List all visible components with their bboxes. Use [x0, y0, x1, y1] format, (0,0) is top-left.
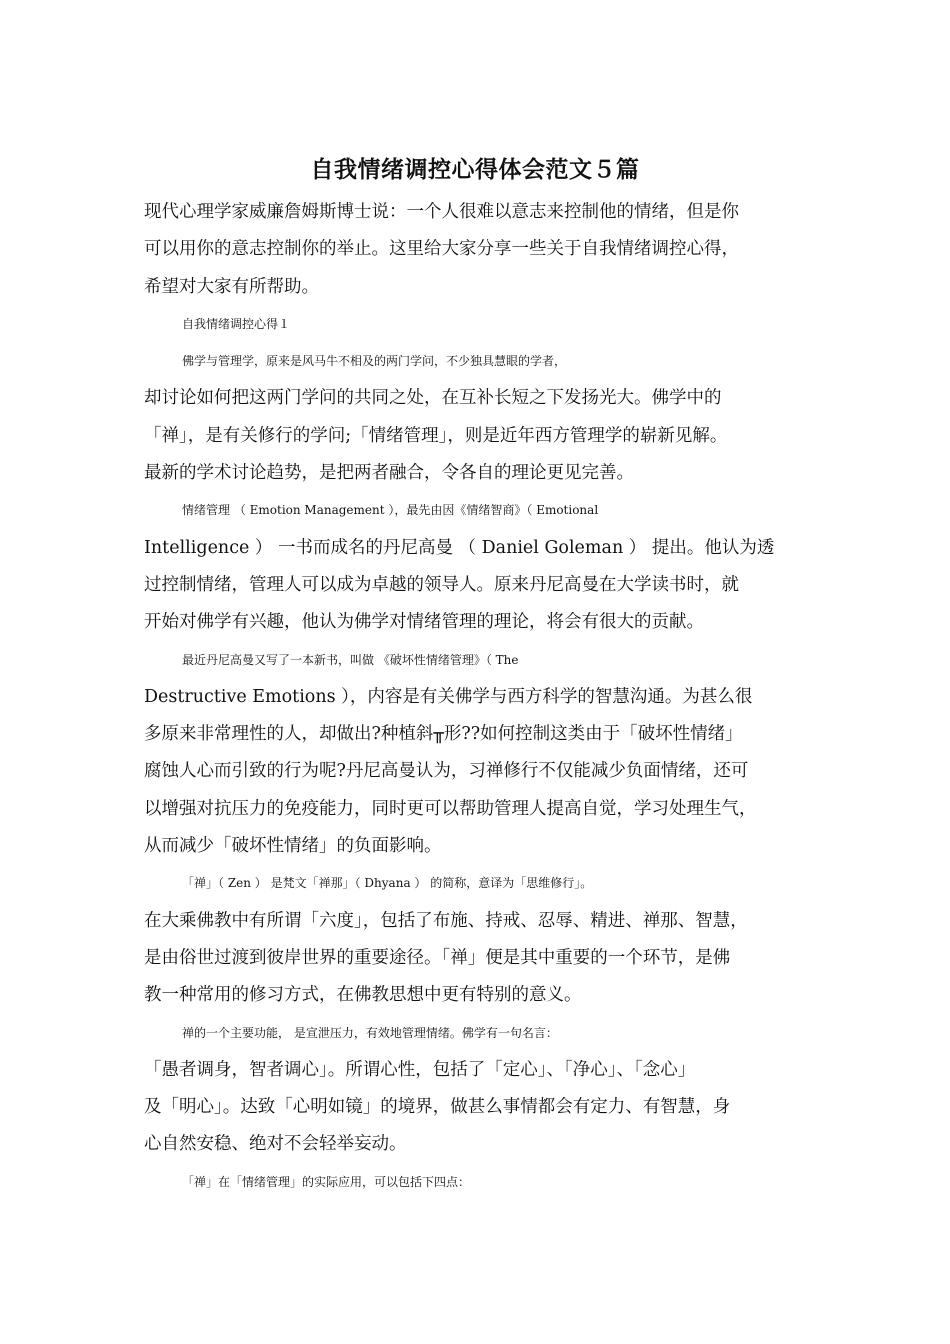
paragraph: [144, 492, 809, 641]
text-line: 在大乘佛教中有所谓「六度」，包括了布施、持戒、忍辱、精进、禅那、智慧，: [144, 910, 748, 931]
paragraph: [144, 642, 809, 866]
text-line: 心自然安稳、绝对不会轻举妄动。: [144, 1134, 407, 1155]
text-line: 禅的一个主要功能， 是宣泄压力，有效地管理情绪。佛学有一句名言：: [182, 1025, 558, 1040]
text-line: Destructive Emotions ），内容是有关佛学与西方科学的智慧沟通。为甚么很: [144, 686, 753, 707]
text-line: 腐蚀人心而引致的行为呢?丹尼高曼认为，习禅修行不仅能减少负面情绪，还可: [144, 761, 749, 782]
paragraph: [144, 865, 809, 1014]
text-line: 「禅」（ Zen ） 是梵文「禅那」（ Dhyana ） 的简称，意译为「思维修行」。: [182, 876, 593, 891]
text-line: 希望对大家有所帮助。: [144, 276, 319, 297]
text-line: 是由俗世过渡到彼岸世界的重要途径。「禅」便是其中重要的一个环节，是佛: [144, 947, 731, 968]
text-line: 开始对佛学有兴趣，他认为佛学对情绪管理的理论，将会有很大的贡献。: [144, 612, 704, 633]
paragraph: [144, 306, 809, 343]
text-line: 「禅」，是有关修行的学问;「情绪管理」，则是近年西方管理学的崭新见解。: [144, 425, 728, 446]
text-line: 自我情绪调控心得１: [182, 316, 291, 331]
text-line: 却讨论如何把这两门学问的共同之处，在互补长短之下发扬光大。佛学中的: [144, 388, 722, 409]
text-line: 「愚者调身，智者调心」。所谓心性，包括了「定心」、「净心」、「念心」: [144, 1059, 696, 1080]
text-line: 「禅」在「情绪管理」的实际应用，可以包括下四点：: [182, 1174, 471, 1189]
text-line: 现代心理学家威廉詹姆斯博士说：一个人很难以意志来控制他的情绪，但是你: [144, 202, 739, 222]
text-line: 及「明心」。达致「心明如镜」的境界，做甚么事情都会有定力、有智慧，身: [144, 1097, 731, 1118]
paragraph: [144, 1015, 809, 1164]
text-line: 多原来非常理性的人，却做出?种植斜╥形??如何控制这类由于「破坏性情绪」: [144, 724, 743, 745]
text-line: 最新的学术讨论趋势，是把两者融合，令各自的理论更见完善。: [144, 463, 634, 484]
text-line: Intelligence ） 一书而成名的丹尼高曼 （ Daniel Goleman ） 提出。他认为透: [144, 537, 775, 558]
text-line: 最近丹尼高曼又写了一本新书，叫做 《破坏性情绪管理》（ The: [182, 652, 519, 667]
text-line: 以增强对抗压力的免疫能力，同时更可以帮助管理人提高自觉，学习处理生气，: [144, 798, 757, 819]
paragraph: [144, 343, 809, 492]
text-line: 从而减少「破坏性情绪」的负面影响。: [144, 836, 442, 857]
text-line: 佛学与管理学，原来是风马牛不相及的两门学问，不少独具慧眼的学者，: [182, 354, 567, 369]
text-line: 可以用你的意志控制你的举止。这里给大家分享一些关于自我情绪调控心得，: [144, 239, 739, 260]
document-body: [144, 194, 809, 1201]
paragraph: [144, 1164, 809, 1201]
document-title: 自我情绪调控心得体会范文５篇: [310, 157, 640, 183]
text-line: 过控制情绪，管理人可以成为卓越的领导人。原来丹尼高曼在大学读书时，就: [144, 574, 739, 595]
text-line: 教一种常用的修习方式，在佛教思想中更有特别的意义。: [144, 985, 582, 1006]
text-line: 情绪管理 （ Emotion Management ），最先由因《情绪智商》（ Emotional: [182, 503, 599, 518]
paragraph: [144, 194, 809, 306]
